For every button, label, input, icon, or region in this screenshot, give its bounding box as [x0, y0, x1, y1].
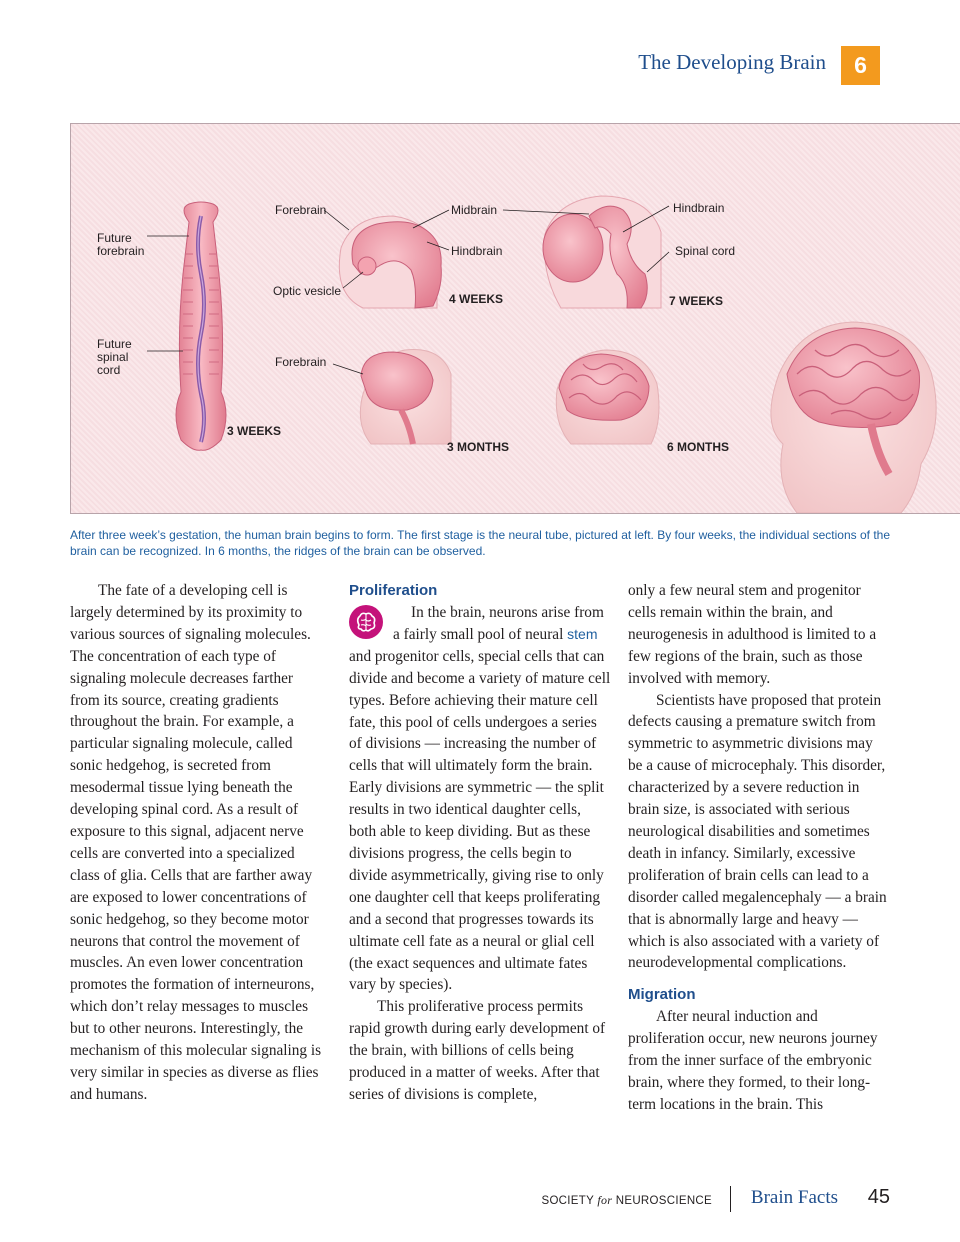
paragraph-neurogenesis: only a few neural stem and progenitor cells remain within the brain, and neurogenesis in adulthood is limited to a few regions of the brain, such as those involved with memory. — [628, 582, 877, 687]
paragraph-proliferation: In the brain, neurons arise from a fairly small pool of neural stem and progenitor cells, special cells that can divide and become a variety of mature cell types. Before achieving their mature cell fate, this pool of cells undergoes a series of divisions — increasing the number of cells that will ultimately form the brain. Early divisions are symmetric — the split results in two identical daughter cells, both able to keep dividing. But as these divisions progress, the cells begin to divide asymmetrically, giving rise to only one daughter cell that keeps proliferating and a second that progresses towards its ultimate cell fate as a neural or glial cell (the exact sequences and ultimate fates vary by species). — [349, 604, 611, 994]
brain-development-figure — [70, 123, 960, 514]
brain-icon — [349, 605, 383, 639]
stage-3-weeks: 3 WEEKS — [227, 424, 282, 438]
label-hindbrain-7-weeks: Hindbrain — [673, 201, 725, 215]
paragraph-migration: After neural induction and proliferation occur, new neurons journey from the inner surface of the embryonic brain, where they formed, to their long-term locations in the brain. This — [628, 1008, 878, 1113]
chapter-title: The Developing Brain — [638, 50, 826, 74]
label-forebrain-4-weeks: Forebrain — [275, 203, 327, 217]
label-forebrain-3-months: Forebrain — [275, 355, 327, 369]
label-hindbrain-4-weeks: Hindbrain — [451, 244, 503, 258]
page-footer — [480, 1186, 890, 1212]
footer-divider — [730, 1186, 731, 1212]
heading-proliferation: Proliferation — [349, 582, 438, 599]
footer-society-name: SOCIETY for NEUROSCIENCE — [541, 1193, 712, 1207]
paragraph-signaling: The fate of a developing cell is largely determined by its proximity to various sources of signaling molecules. The concentration of each type of signaling molecule decreases farther from its source, creating gradients throughout the brain. For example, a particular signaling molecule, called sonic hedgehog, is secreted from mesodermal tissue lying beneath the developing spinal cord. As a result of exposure to this signal, adjacent nerve cells are converted into a specialized class of glia. Cells that are farther away are exposed to lower concentrations of sonic hedgehog, so they become motor neurons that control the movement of muscles. An even lower concentration promotes the formation of interneurons, which don’t relay messages to muscles but to other neurons. Interestingly, the mechanism of this molecular signaling is very similar in species as diverse as flies and humans. — [70, 582, 322, 1103]
paragraph-proliferative-process: This proliferative process permits rapid growth during early development of the brain, with billions of cells being produced in a matter of weeks. After that series of divisions is complete, — [349, 998, 606, 1103]
stage-7-weeks: 7 WEEKS — [669, 294, 724, 308]
embryo-brain-4-weeks — [339, 216, 441, 308]
fetus-brain-3-months — [360, 350, 451, 445]
label-optic-vesicle: Optic vesicle — [273, 284, 342, 298]
label-future-forebrain: Future forebrain — [97, 231, 145, 258]
text-column-3 — [628, 580, 890, 1116]
heading-migration: Migration — [628, 986, 696, 1004]
label-future-spinal-cord: Future spinal cord — [97, 337, 132, 377]
glossary-term-stem[interactable]: stem — [567, 625, 598, 642]
label-midbrain: Midbrain — [451, 203, 498, 217]
label-spinal-cord: Spinal cord — [675, 244, 736, 258]
paragraph-microcephaly: Scientists have proposed that protein defects causing a premature switch from symmetric to asymmetric divisions may be a cause of microcephaly. This disorder, characterized by a severe reduction in brain size, is associated with serious neurological disabilities and sometimes death in infancy. Similarly, excessive proliferation of brain cells can lead to a disorder called megalencephaly — a brain that is abnormally large and heavy — which is also associated with a variety of neurodevelopmental complications. — [628, 691, 887, 972]
text-column-1 — [70, 580, 326, 1106]
stage-3-months: 3 MONTHS — [447, 440, 510, 454]
neural-tube-3-weeks — [176, 202, 226, 450]
footer-publication: Brain Facts — [750, 1187, 838, 1208]
stage-6-months: 6 MONTHS — [667, 440, 730, 454]
fetus-brain-6-months — [556, 350, 659, 444]
chapter-number-badge: 6 — [841, 46, 880, 85]
page-number: 45 — [867, 1186, 890, 1208]
text-column-2 — [349, 580, 611, 1106]
infant-brain — [771, 322, 936, 513]
brain-development-illustration — [71, 124, 960, 513]
figure-caption: After three week’s gestation, the human brain begins to form. The first stage is the neural tube, pictured at left. By four weeks, the individual sections of the brain can be recognized. In 6 months, the ridges of the brain can be observed. — [70, 528, 891, 558]
stage-4-weeks: 4 WEEKS — [449, 292, 504, 306]
